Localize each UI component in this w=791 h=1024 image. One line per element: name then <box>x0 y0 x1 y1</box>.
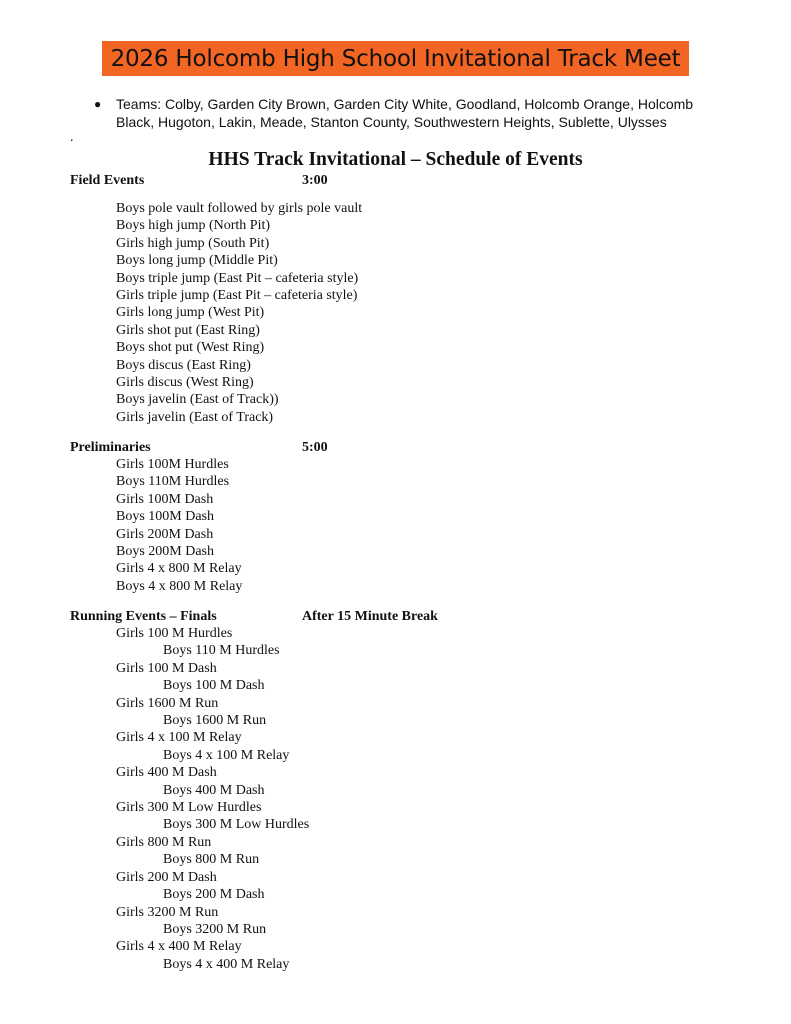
field-events-time: 3:00 <box>302 173 328 188</box>
teams-list-text: Teams: Colby, Garden City Brown, Garden City White, Goodland, Holcomb Orange, Holcomb Black, Hugoton, Lakin, Meade, Stanton County, Southwestern Heights, Sublette, Ulysses <box>116 96 694 130</box>
list-item: Boys 1600 M Run <box>163 713 267 729</box>
preliminaries-heading: Preliminaries <box>70 440 151 455</box>
field-events-list <box>116 200 362 426</box>
list-item: Boys 4 x 800 M Relay <box>116 578 243 594</box>
preliminaries-time: 5:00 <box>302 440 328 455</box>
list-item: Girls 100 M Dash <box>116 660 217 676</box>
list-item: Girls 4 x 100 M Relay <box>116 730 242 746</box>
list-item: Girls discus (West Ring) <box>116 375 254 391</box>
list-item: Boys 200 M Dash <box>163 887 265 903</box>
list-item: Boys javelin (East of Track)) <box>116 392 279 408</box>
list-item: Boys shot put (West Ring) <box>116 340 265 356</box>
banner-title: 2026 Holcomb High School Invitational Track Meet <box>110 45 681 72</box>
finals-list <box>116 625 309 973</box>
list-item: Girls javelin (East of Track) <box>116 409 274 425</box>
list-item: Girls 100M Hurdles <box>116 457 229 472</box>
list-item: Boys 300 M Low Hurdles <box>163 817 310 833</box>
finals-time: After 15 Minute Break <box>302 609 438 624</box>
list-item: Boys 400 M Dash <box>163 782 265 798</box>
page-title: HHS Track Invitational – Schedule of Events <box>208 149 583 170</box>
list-item: Boys 200M Dash <box>116 544 215 560</box>
list-item: Boys 100M Dash <box>116 509 215 525</box>
preliminaries-list <box>116 456 242 595</box>
list-item: Girls triple jump (East Pit – cafeteria style) <box>116 288 358 304</box>
list-item: Boys long jump (Middle Pit) <box>116 253 278 269</box>
list-item: Boys triple jump (East Pit – cafeteria style) <box>116 270 359 286</box>
list-item: Girls 100 M Hurdles <box>116 626 233 641</box>
list-item: Girls 4 x 400 M Relay <box>116 939 242 955</box>
list-item: Boys 100 M Dash <box>163 678 265 694</box>
list-item: Girls 200 M Dash <box>116 869 217 885</box>
list-item: Boys pole vault followed by girls pole vault <box>116 201 363 216</box>
list-item: Boys 110M Hurdles <box>116 474 230 490</box>
list-item: Boys 800 M Run <box>163 852 260 868</box>
list-item: Girls 100M Dash <box>116 491 214 507</box>
list-item: Girls 3200 M Run <box>116 904 219 920</box>
finals-heading: Running Events – Finals <box>70 609 217 624</box>
list-item: Boys 4 x 100 M Relay <box>163 747 290 763</box>
teams-bullet-item <box>94 95 704 131</box>
separator-dot: . <box>70 130 74 145</box>
list-item: Boys 4 x 400 M Relay <box>163 956 290 972</box>
list-item: Girls 4 x 800 M Relay <box>116 561 242 577</box>
bullet-icon: ● <box>94 97 102 111</box>
list-item: Girls 400 M Dash <box>116 765 217 781</box>
list-item: Boys 110 M Hurdles <box>163 643 280 659</box>
list-item: Girls 300 M Low Hurdles <box>116 800 262 816</box>
list-item: Girls 800 M Run <box>116 834 212 850</box>
list-item: Girls 1600 M Run <box>116 695 219 711</box>
list-item: Boys high jump (North Pit) <box>116 218 271 234</box>
list-item: Girls shot put (East Ring) <box>116 322 260 338</box>
list-item: Girls long jump (West Pit) <box>116 305 265 321</box>
list-item: Boys discus (East Ring) <box>116 357 251 373</box>
list-item: Boys 3200 M Run <box>163 921 267 937</box>
field-events-heading: Field Events <box>70 173 145 188</box>
list-item: Girls 200M Dash <box>116 526 214 542</box>
title-banner <box>102 41 689 76</box>
list-item: Girls high jump (South Pit) <box>116 235 270 251</box>
